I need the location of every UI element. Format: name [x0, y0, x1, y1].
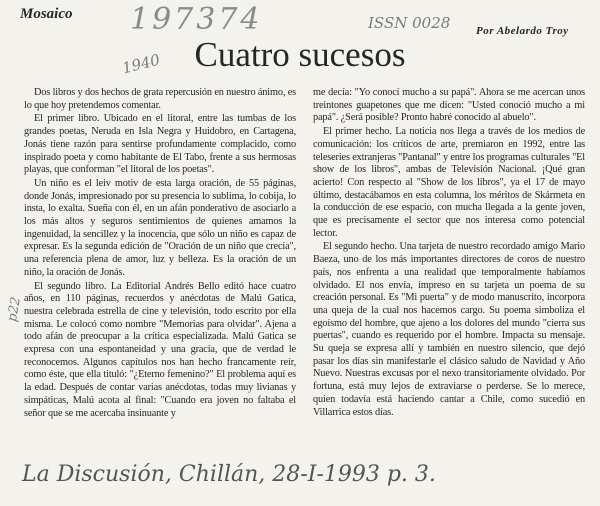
- article-column-right: [313, 87, 585, 420]
- handwritten-call-number: 197374: [130, 2, 263, 37]
- handwritten-side-mark: p22: [4, 295, 24, 324]
- handwritten-issn: ISSN 0028: [368, 14, 451, 32]
- author-byline: Por Abelardo Troy: [476, 25, 569, 37]
- paragraph: El segundo libro. La Editorial Andrés Bello editó hace cuatro años, en 110 páginas, recuerdos y anécdotas de Malú Gatica, nuestra celebrada estrella de cine y televisión, todo escrito por ella misma. Le colocó como nombre "Memorias para olvidar". Ajena a todo afán de preocupar a la crítica especializada. Malú Gatica se expresa con una espontaneidad y una gracia, que de verdad le reconocemos. Algunos capítulos nos han hecho francamente reír, como éste, que ella tituló: "¿Eterno femenino?" El problema aquí es la edad. Después de contar varias anécdotas, todas muy livianas y simpáticas, Malú acota al final: "Cuando era joven no faltaba el señor que se me acercaba insinuante y: [24, 280, 296, 419]
- paragraph: El segundo hecho. Una tarjeta de nuestro recordado amigo Mario Baeza, uno de los más importantes directores de coros de nuestro país, nos enfrenta a una realidad que temporalmente habíamos olvidado. El nos envía, impreso en su tarjeta un poema de su creación personal. Es "Mi puerta" y de modo manuscrito, incorpora una queja de la cual nos hacemos cargo. Su poema simboliza el egoísmo del hombre, que ajeno a los dolores del mundo "cierra sus puertas", cuando es requerido por el hombre. Impacta su mensaje. Su queja se expresa allí y también en nuestro silencio, que dejó pasar los días sin manifestarle el clásico saludo de Navidad y Año Nuevo. Nuestras excusas por el nexo transitoriamente olvidado. Por fortuna, está muy lejos de extraviarse o perderse. Se lo merece, quien todavía está haciendo cantar a Chile, como sucedió en Villarrica estos días.: [313, 241, 585, 418]
- paragraph: Dos libros y dos hechos de grata repercusión en nuestro ánimo, es lo que hoy pretendemos comentar.: [24, 87, 296, 111]
- article-column-left: [24, 87, 296, 421]
- handwritten-year: 1940: [120, 50, 162, 78]
- paragraph: El primer hecho. La noticia nos llega a través de los medios de comunicación: los críticos de arte, premiaron en 1992, entre las teleseries extranjeras "Pantanal" y entre los programas culturales "El show de los libros", ambas de Televisión Nacional. ¡Qué gran acierto! Con respecto al "Show de los libros", ya el 17 de mayo último, destacábamos en esta columna, los méritos de Skármeta en la conducción de ese espacio, con mucha llegada a la gente joven, que es precisamente el sector que nos interesa como potencial lector.: [313, 126, 586, 239]
- section-label: Mosaico: [20, 6, 73, 22]
- handwritten-source-citation: La Discusión, Chillán, 28-I-1993 p. 3.: [22, 462, 436, 487]
- article-title: Cuatro sucesos: [194, 35, 406, 74]
- paragraph: El primer libro. Ubicado en el litoral, entre las tumbas de los grandes poetas, Neruda en Isla Negra y Huidobro, en Cartagena, Jonás tiene razón para sentirse profundamente complacido, como inspirado poeta y como habitante de El Tabo, frente a sus hermosas playas, que conforman "el litoral de los poetas".: [24, 113, 296, 176]
- paragraph: me decía: "Yo conocí mucho a su papá". Ahora se me acercan unos treintones guapetones que me dicen: "Usted conoció mucho a mi papá". ¿Será posible? Pronto habré conocido al abuelo".: [313, 87, 585, 124]
- paragraph: Un niño es el leiv motiv de esta larga oración, de 55 páginas, donde Jonás, impresionado por su presencia lo sublima, lo cobija, lo insta, lo exalta. Sueña con él, en un afán ponderativo de asociarlo a los más altos y seguros sentimientos de quienes amamos la ingenuidad, la sencillez y la inocencia, que sólo un niño es capaz de expresar. Es la segunda edición de "Oración de un niño que crecía", una referencia plena de amor, luz y belleza. Es la oración de un niño, la oración de Jonás.: [24, 177, 296, 278]
